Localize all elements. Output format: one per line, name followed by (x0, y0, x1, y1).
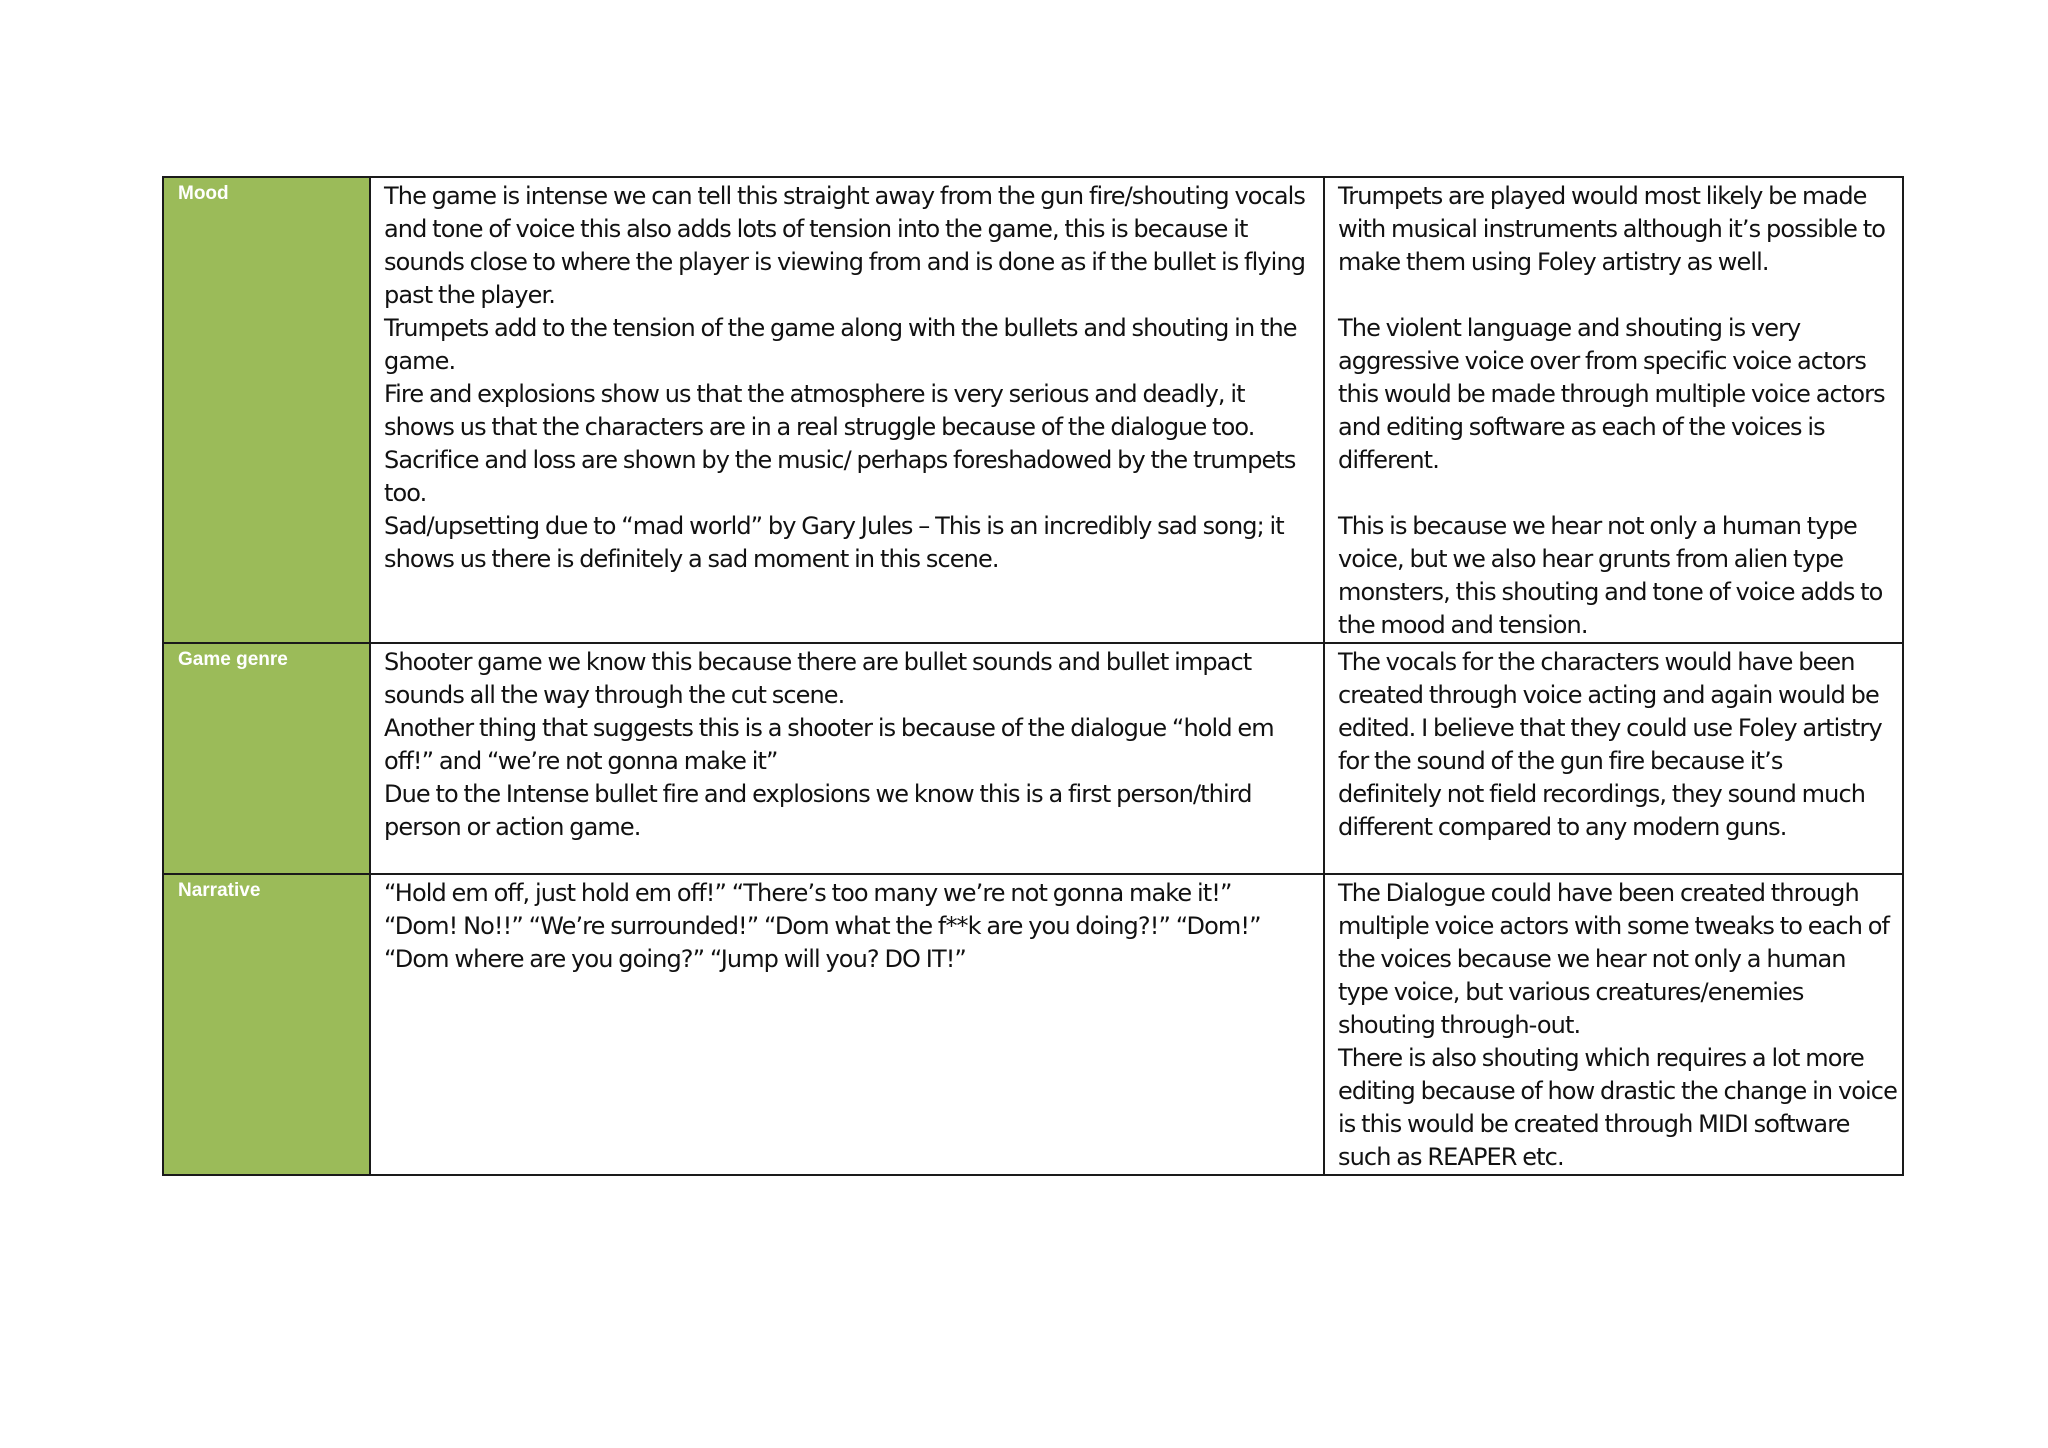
mood-description (371, 178, 1323, 576)
row-label-cell (163, 643, 370, 874)
row-label-mood: Mood (178, 183, 229, 204)
text-line: this would be made through multiple voice actors (1338, 380, 1885, 408)
text-line: is this would be created through MIDI software (1338, 1110, 1850, 1138)
text-line: past the player. (384, 281, 555, 309)
text-line: The vocals for the characters would have been (1338, 648, 1855, 676)
text-line: too. (384, 479, 427, 507)
text-line: game. (384, 347, 456, 375)
text-line: and tone of voice this also adds lots of tension into the game, this is because it (384, 215, 1248, 243)
text-line: Trumpets add to the tension of the game along with the bullets and shouting in the (384, 314, 1297, 342)
row-label-cell (163, 177, 370, 643)
description-cell (370, 643, 1324, 874)
text-line: different. (1338, 446, 1439, 474)
text-line: such as REAPER etc. (1338, 1143, 1564, 1171)
notes-cell (1324, 874, 1903, 1175)
description-cell (370, 177, 1324, 643)
text-line: sounds all the way through the cut scene. (384, 681, 845, 709)
notes-cell (1324, 643, 1903, 874)
text-line: The game is intense we can tell this straight away from the gun fire/shouting vocals (384, 182, 1306, 210)
paragraph-gap (1338, 279, 1896, 312)
game-genre-notes (1325, 644, 1902, 844)
text-line: voice, but we also hear grunts from alien type (1338, 545, 1844, 573)
table-row-mood (163, 177, 1903, 643)
narrative-notes (1325, 875, 1902, 1174)
text-line: definitely not field recordings, they sound much (1338, 780, 1866, 808)
table-row-narrative (163, 874, 1903, 1175)
text-line: Sad/upsetting due to “mad world” by Gary Jules – This is an incredibly sad song; it (384, 512, 1284, 540)
notes-cell (1324, 177, 1903, 643)
text-line: monsters, this shouting and tone of voice adds to (1338, 578, 1883, 606)
text-line: The Dialogue could have been created through (1338, 879, 1859, 907)
text-line: “Dom where are you going?” “Jump will you? DO IT!” (384, 945, 966, 973)
text-line: and editing software as each of the voices is (1338, 413, 1825, 441)
text-line: edited. I believe that they could use Foley artistry (1338, 714, 1882, 742)
text-line: editing because of how drastic the change in voice (1338, 1077, 1897, 1105)
text-line: different compared to any modern guns. (1338, 813, 1787, 841)
text-line: for the sound of the gun fire because it’s (1338, 747, 1783, 775)
sound-analysis-table (162, 176, 1904, 1176)
text-line: sounds close to where the player is viewing from and is done as if the bullet is flying (384, 248, 1306, 276)
text-line: type voice, but various creatures/enemies (1338, 978, 1804, 1006)
text-line: the voices because we hear not only a human (1338, 945, 1846, 973)
text-line: shows us there is definitely a sad moment in this scene. (384, 545, 999, 573)
game-genre-description (371, 644, 1323, 844)
row-label-cell (163, 874, 370, 1175)
text-line: “Hold em off, just hold em off!” “There’s too many we’re not gonna make it!” (384, 879, 1232, 907)
text-line: There is also shouting which requires a lot more (1338, 1044, 1864, 1072)
text-line: Trumpets are played would most likely be made (1338, 182, 1867, 210)
text-line: shouting through-out. (1338, 1011, 1581, 1039)
text-line: off!” and “we’re not gonna make it” (384, 747, 778, 775)
text-line: Sacrifice and loss are shown by the music/ perhaps foreshadowed by the trumpets (384, 446, 1296, 474)
row-label-game-genre: Game genre (178, 649, 288, 670)
text-line: shows us that the characters are in a real struggle because of the dialogue too. (384, 413, 1255, 441)
text-line: Shooter game we know this because there are bullet sounds and bullet impact (384, 648, 1252, 676)
text-line: multiple voice actors with some tweaks to each of (1338, 912, 1890, 940)
text-line: “Dom! No!!” “We’re surrounded!” “Dom what the f**k are you doing?!” “Dom!” (384, 912, 1261, 940)
text-line: the mood and tension. (1338, 611, 1588, 639)
row-label-narrative: Narrative (178, 880, 261, 901)
text-line: Fire and explosions show us that the atmosphere is very serious and deadly, it (384, 380, 1245, 408)
text-line: person or action game. (384, 813, 641, 841)
text-line: aggressive voice over from specific voice actors (1338, 347, 1866, 375)
narrative-description (371, 875, 1323, 976)
text-line: The violent language and shouting is very (1338, 314, 1801, 342)
paragraph-gap (1338, 477, 1896, 510)
text-line: with musical instruments although it’s possible to (1338, 215, 1886, 243)
text-line: Another thing that suggests this is a shooter is because of the dialogue “hold em (384, 714, 1274, 742)
description-cell (370, 874, 1324, 1175)
text-line: created through voice acting and again would be (1338, 681, 1879, 709)
text-line: Due to the Intense bullet fire and explosions we know this is a first person/third (384, 780, 1252, 808)
mood-notes (1325, 178, 1902, 642)
text-line: This is because we hear not only a human type (1338, 512, 1857, 540)
text-line: make them using Foley artistry as well. (1338, 248, 1769, 276)
table-row-game-genre (163, 643, 1903, 874)
